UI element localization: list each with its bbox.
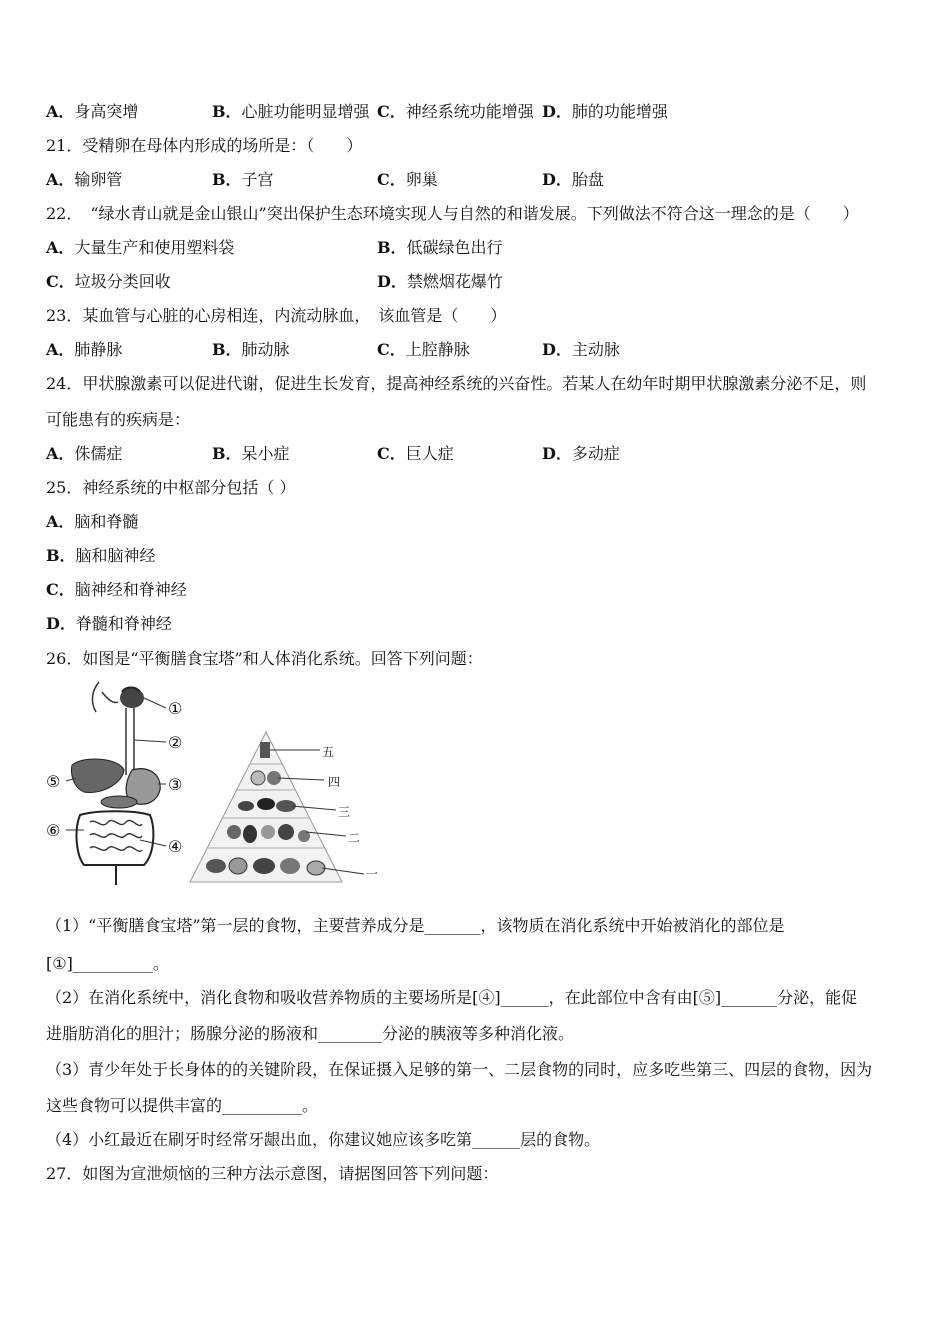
q21-stem: 21．受精卵在母体内形成的场所是：（ ） bbox=[46, 136, 363, 155]
q23-option-a: A．肺静脉 bbox=[46, 340, 123, 359]
q23-option-c: C．上腔静脉 bbox=[377, 340, 470, 359]
q25-option-b: B．脑和脑神经 bbox=[46, 546, 156, 565]
q24-stem-line2: 可能患有的疾病是： bbox=[46, 410, 191, 429]
q24-option-c: C．巨人症 bbox=[377, 444, 454, 463]
q23-option-d: D．主动脉 bbox=[542, 340, 620, 359]
q26-part2-line2: 进脂肪消化的胆汁；肠腺分泌的肠液和________分泌的胰液等多种消化液。 bbox=[46, 1024, 575, 1043]
q22-option-b: B．低碳绿色出行 bbox=[377, 238, 503, 257]
q25-option-a: A．脑和脊髓 bbox=[46, 512, 139, 531]
q24-option-b: B．呆小症 bbox=[212, 444, 290, 463]
q22-option-c: C．垃圾分类回收 bbox=[46, 272, 171, 291]
digestive-label-3: ③ bbox=[168, 775, 183, 794]
q21-option-a: A．输卵管 bbox=[46, 170, 123, 189]
pyramid-label-3: 三 bbox=[338, 805, 351, 819]
digestive-label-6: ⑥ bbox=[46, 821, 61, 840]
q24-option-d: D．多动症 bbox=[542, 444, 620, 463]
digestive-system-figure bbox=[44, 680, 194, 890]
food-pyramid-figure bbox=[186, 728, 382, 888]
digestive-label-2: ② bbox=[168, 733, 183, 752]
q25-stem: 25．神经系统的中枢部分包括（ ） bbox=[46, 478, 296, 497]
q24-option-a: A．侏儒症 bbox=[46, 444, 123, 463]
q26-part1-line2: [①]__________。 bbox=[46, 954, 169, 973]
q21-option-d: D．胎盘 bbox=[542, 170, 604, 189]
q22-option-a: A．大量生产和使用塑料袋 bbox=[46, 238, 235, 257]
q20-option-d: D．肺的功能增强 bbox=[542, 102, 668, 121]
pyramid-label-5: 五 bbox=[322, 745, 335, 759]
pyramid-label-1: 一 bbox=[366, 867, 379, 881]
q26-part3-line1: （3）青少年处于长身体的的关键阶段，在保证摄入足够的第一、二层食物的同时，应多吃些第三、四层的食物，因为 bbox=[46, 1060, 873, 1079]
q26-part4: （4）小红最近在刷牙时经常牙龈出血，你建议她应该多吃第______层的食物。 bbox=[46, 1130, 601, 1149]
q20-option-a: A．身高突增 bbox=[46, 102, 139, 121]
q26-part2-line1: （2）在消化系统中，消化食物和吸收营养物质的主要场所是[④]______，在此部位中含有由[⑤]_______分泌，能促 bbox=[46, 988, 858, 1007]
food-pyramid-diagram bbox=[186, 728, 382, 888]
pyramid-label-4: 四 bbox=[328, 775, 341, 789]
q25-option-d: D．脊髓和脊神经 bbox=[46, 614, 172, 633]
pyramid-label-2: 二 bbox=[348, 831, 361, 845]
q23-stem: 23．某血管与心脏的心房相连，内流动脉血， 该血管是（ ） bbox=[46, 306, 507, 325]
q27-stem: 27．如图为宣泄烦恼的三种方法示意图，请据图回答下列问题： bbox=[46, 1164, 499, 1183]
q26-part3-line2: 这些食物可以提供丰富的__________。 bbox=[46, 1096, 319, 1115]
q22-stem: 22． “绿水青山就是金山银山”突出保护生态环境实现人与自然的和谐发展。下列做法不符合这一理念的是（ ） bbox=[46, 204, 859, 223]
q21-option-b: B．子宫 bbox=[212, 170, 274, 189]
q22-option-d: D．禁燃烟花爆竹 bbox=[377, 272, 503, 291]
digestive-label-1: ① bbox=[168, 699, 183, 718]
q21-option-c: C．卵巢 bbox=[377, 170, 438, 189]
q26-stem: 26．如图是“平衡膳食宝塔”和人体消化系统。回答下列问题： bbox=[46, 649, 483, 668]
digestive-label-4: ④ bbox=[168, 837, 183, 856]
q26-part1-line1: （1）“平衡膳食宝塔”第一层的食物，主要营养成分是_______，该物质在消化系统中开始被消化的部位是 bbox=[46, 916, 785, 935]
q20-option-c: C．神经系统功能增强 bbox=[377, 102, 534, 121]
q23-option-b: B．肺动脉 bbox=[212, 340, 290, 359]
q25-option-c: C．脑神经和脊神经 bbox=[46, 580, 187, 599]
q20-option-b: B．心脏功能明显增强 bbox=[212, 102, 370, 121]
digestive-system-diagram bbox=[44, 680, 194, 890]
digestive-label-5: ⑤ bbox=[46, 772, 61, 791]
q24-stem-line1: 24．甲状腺激素可以促进代谢，促进生长发育，提高神经系统的兴奋性。若某人在幼年时期甲状腺激素分泌不足，则 bbox=[46, 374, 867, 393]
